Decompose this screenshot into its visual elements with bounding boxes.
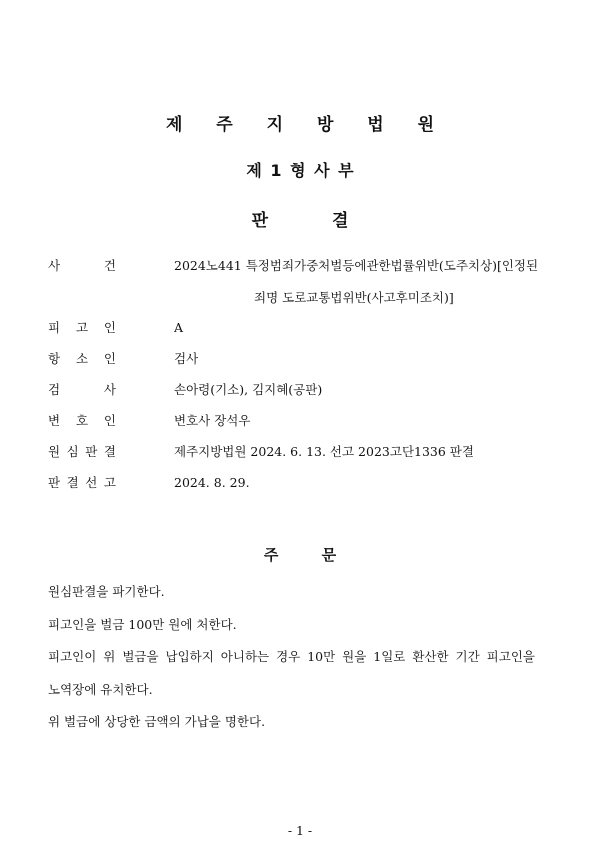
counsel-value: 변호사 장석우 [174,413,251,428]
defendant-value: A [174,320,184,335]
order-line: 원심판결을 파기한다. [48,584,165,599]
case-info-row-defendant [48,312,578,343]
appellant-label: 항 소 인 [48,351,116,366]
case-info-row-counsel [48,405,578,436]
case-info-row-original-judgment [48,436,578,467]
case-info-table [48,250,578,498]
order-line: 피고인이 위 벌금을 납입하지 아니하는 경우 10만 원을 1일로 환산한 기간 피고인을 [48,649,535,664]
case-info-row-sentencing-date [48,467,578,498]
order-line: 피고인을 벌금 100만 원에 처한다. [48,616,237,632]
sentencing-date-value: 2024. 8. 29. [174,475,250,490]
original-judgment-value: 제주지방법원 2024. 6. 13. 선고 2023고단1336 판결 [174,444,474,459]
case-label: 사 건 [48,258,116,273]
order-line: 위 벌금에 상당한 금액의 가납을 명한다. [48,714,266,729]
case-info-row-prosecutor [48,374,578,405]
appellant-value: 검사 [174,351,199,366]
division-name: 제 1 형 사 부 [246,161,354,180]
original-judgment-label: 원 심 판 결 [48,444,116,459]
order-title: 주 문 [263,546,337,564]
court-name: 제 주 지 방 법 원 [165,115,449,135]
case-info-row-case [48,250,578,312]
defendant-label: 피 고 인 [48,320,116,335]
case-value: 2024노441 특정범죄가중처벌등에관한법률위반(도주치상)[인정된 죄명 도로교통법위반(사고후미조치)] [174,258,539,305]
document-type: 판 결 [251,211,349,231]
counsel-label: 변 호 인 [48,413,116,428]
prosecutor-value: 손아령(기소), 김지혜(공판) [174,382,323,397]
case-info-row-appellant [48,343,578,374]
sentencing-date-label: 판 결 선 고 [48,475,116,490]
page-number: - 1 - [287,823,313,838]
order-body [48,576,568,739]
prosecutor-label: 검 사 [48,382,116,397]
order-line: 노역장에 유치한다. [48,681,153,697]
